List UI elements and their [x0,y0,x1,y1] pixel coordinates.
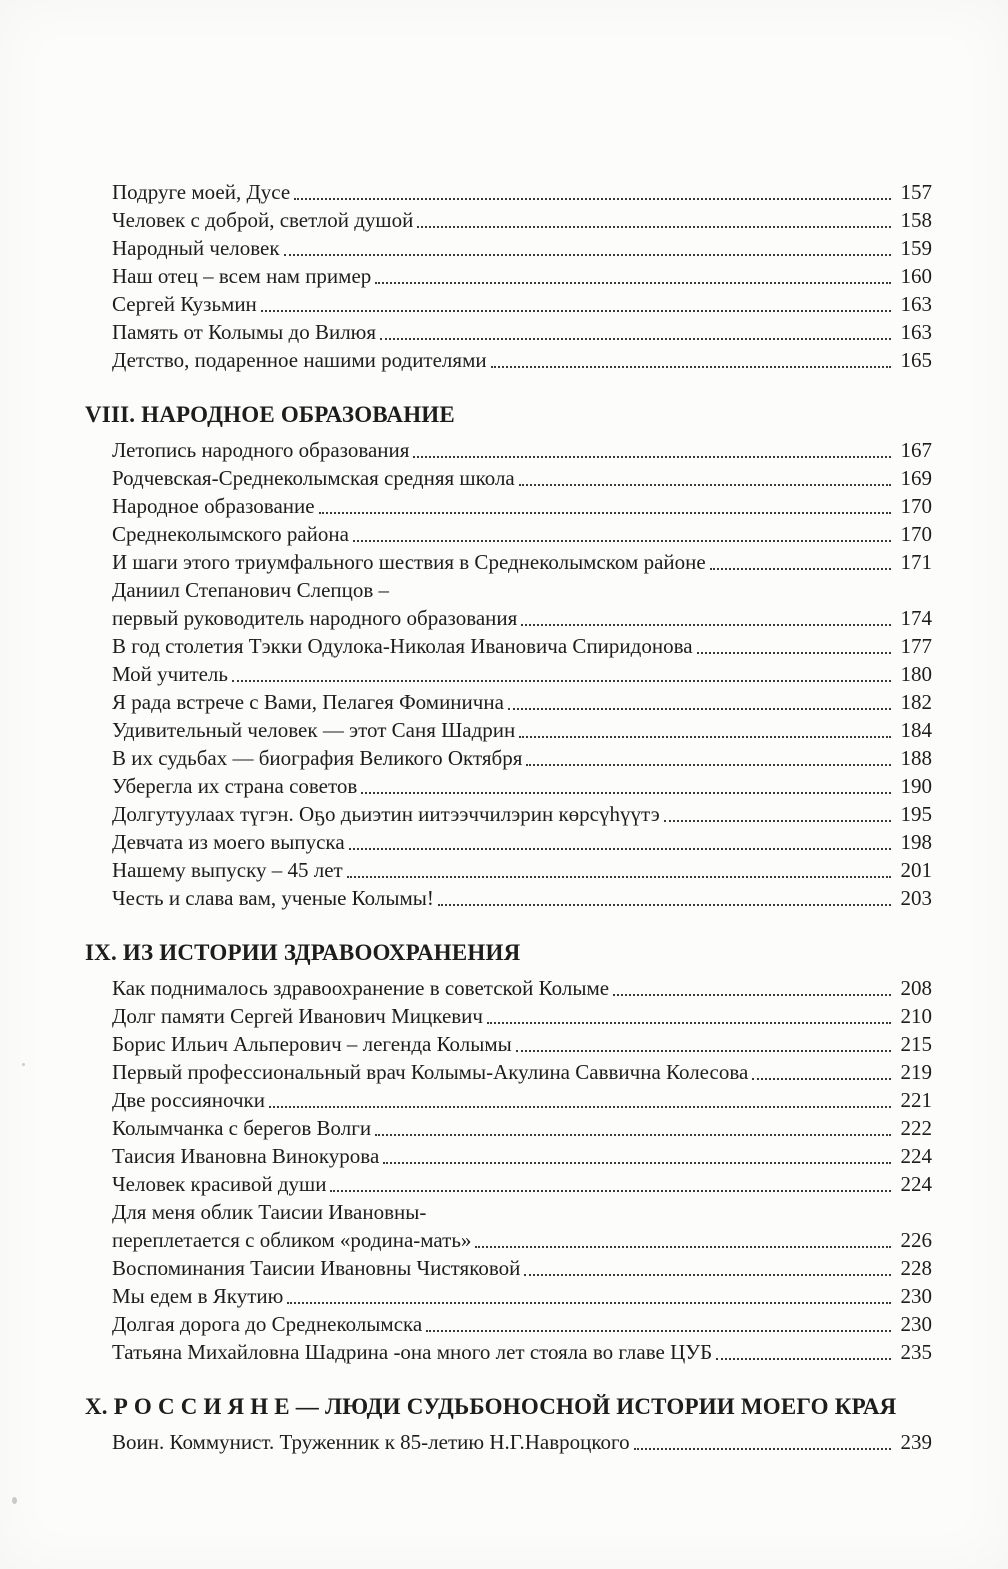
toc-entry-page: 230 [900,1284,932,1308]
dot-leader [524,1274,891,1276]
toc-entry-title: Летопись народного образования [112,438,410,462]
toc-entry [112,206,932,234]
scan-speck [22,1063,25,1066]
toc-entry-title: Нашему выпуску – 45 лет [112,858,343,882]
toc-entry [112,1086,932,1114]
toc-entry-title: Подруге моей, Дусе [112,180,291,204]
dot-leader [752,1078,891,1080]
toc-entry-title: Мы едем в Якутию [112,1284,284,1308]
dot-leader [287,1302,891,1304]
toc-entry-page: 226 [900,1228,932,1252]
toc-entry-title: Народный человек [112,236,280,260]
toc-entry-page: 224 [900,1144,932,1168]
toc-entry [112,520,932,548]
dot-leader [347,876,891,878]
toc-entry [112,1226,932,1254]
toc-entry [112,744,932,772]
toc-entry [112,856,932,884]
toc-entry [112,1030,932,1058]
toc-entry-page: 201 [900,858,932,882]
toc-entry-title: Я рада встрече с Вами, Пелагея Фоминична [112,690,504,714]
toc-entry-page: 219 [900,1060,932,1084]
dot-leader [319,512,891,514]
toc-entry [112,178,932,206]
toc-entry [112,346,932,374]
toc-entry-page: 215 [900,1032,932,1056]
dot-leader [516,1050,891,1052]
toc-section [112,178,932,374]
section-heading: IX. ИЗ ИСТОРИИ ЗДРАВООХРАНЕНИЯ [85,940,521,965]
toc-entry-page: 158 [900,208,932,232]
dot-leader [508,708,891,710]
toc-entry-title: Татьяна Михайловна Шадрина -она много лет стояла во главе ЦУБ [112,1340,713,1364]
section-entries [112,1428,932,1456]
dot-leader [294,198,891,200]
toc-entry-page: 184 [900,718,932,742]
dot-leader [361,792,891,794]
toc-entry-page: 170 [900,494,932,518]
toc-entry-page: 222 [900,1116,932,1140]
toc-entry [112,1002,932,1030]
dot-leader [383,1162,891,1164]
toc-entry-title: Воин. Коммунист. Труженник к 85-летию Н.Г.Навроцкого [112,1430,630,1454]
toc-entry [112,660,932,688]
dot-leader [375,282,891,284]
toc-entry [112,1114,932,1142]
toc-entry-page: 198 [900,830,932,854]
toc-entry-page: 230 [900,1312,932,1336]
toc-entry-title: Долг памяти Сергей Иванович Мицкевич [112,1004,483,1028]
toc-section [85,1392,932,1456]
toc-entry-title: Две россияночки [112,1088,265,1112]
toc-entry-title: Наш отец – всем нам пример [112,264,372,288]
toc-entry-page: 165 [900,348,932,372]
toc-entry-title: Как поднималось здравоохранение в советской Колыме [112,976,610,1000]
toc-entry-title: Детство, подаренное нашими родителями [112,348,487,372]
toc-entry-page: 160 [900,264,932,288]
toc-entry-page: 182 [900,690,932,714]
dot-leader [349,848,891,850]
toc-entry-page: 171 [900,550,932,574]
toc-entry-page: 221 [900,1088,932,1112]
toc-entry [112,632,932,660]
toc-entry-title: Долгутуулаах түгэн. Оҕо дьиэтин иитээччилэрин көрсүһүүтэ [112,802,660,826]
toc-entry-page: 195 [900,802,932,826]
toc-entry [112,1198,932,1226]
toc-entry [112,1338,932,1366]
dot-leader [261,310,891,312]
dot-leader [697,652,891,654]
toc-entry-title: Честь и слава вам, ученые Колымы! [112,886,434,910]
toc-entry [112,234,932,262]
toc-entry-title: переплетается с обликом «родина-мать» [112,1228,472,1252]
toc-entry [112,688,932,716]
toc-entry-page: 170 [900,522,932,546]
dot-leader [438,904,891,906]
dot-leader [716,1358,891,1360]
toc-entry-title: Уберегла их страна советов [112,774,358,798]
toc-entry [112,828,932,856]
dot-leader [330,1190,891,1192]
toc-entry-title: Удивительный человек — этот Саня Шадрин [112,718,516,742]
toc-entry [112,464,932,492]
toc-entry-page: 174 [900,606,932,630]
toc-entry-page: 208 [900,976,932,1000]
dot-leader [269,1106,891,1108]
section-heading: X. Р О С С И Я Н Е — ЛЮДИ СУДЬБОНОСНОЙ ИСТОРИИ МОЕГО КРАЯ [85,1394,897,1419]
dot-leader [375,1134,891,1136]
scan-speck [12,1497,17,1504]
toc-entry-title: Человек с доброй, светлой душой [112,208,414,232]
toc-entry-page: 224 [900,1172,932,1196]
toc-entry-title: Память от Колымы до Вилюя [112,320,377,344]
toc-entry-title: Таисия Ивановна Винокурова [112,1144,380,1168]
toc-entry [112,318,932,346]
toc-entry [112,576,932,604]
toc-entry-page: 190 [900,774,932,798]
toc-entry [112,1142,932,1170]
toc-section [85,938,932,1366]
dot-leader [232,680,891,682]
toc-entry [112,1282,932,1310]
toc-entry-page: 203 [900,886,932,910]
dot-leader [417,226,891,228]
toc [85,178,932,1456]
dot-leader [613,994,891,996]
toc-entry-title: Народное образование [112,494,315,518]
toc-entry-page: 210 [900,1004,932,1028]
toc-entry [112,800,932,828]
toc-entry [112,772,932,800]
toc-entry-page: 157 [900,180,932,204]
toc-entry [112,1310,932,1338]
dot-leader [634,1448,891,1450]
toc-entry [112,974,932,1002]
dot-leader [521,624,891,626]
toc-entry-page: 167 [900,438,932,462]
dot-leader [426,1330,891,1332]
dot-leader [519,736,891,738]
dot-leader [526,764,891,766]
toc-entry-page: 228 [900,1256,932,1280]
toc-entry [112,604,932,632]
dot-leader [664,820,891,822]
dot-leader [413,456,891,458]
dot-leader [475,1246,891,1248]
toc-entry [112,1428,932,1456]
toc-entry [112,492,932,520]
toc-entry-title: Сергей Кузьмин [112,292,257,316]
toc-entry-page: 177 [900,634,932,658]
toc-entry-page: 163 [900,292,932,316]
toc-entry-title: Среднеколымского района [112,522,349,546]
toc-entry-title: Первый профессиональный врач Колымы-Акулина Саввична Колесова [112,1060,749,1084]
toc-entry [112,1058,932,1086]
toc-entry-title: Долгая дорога до Среднеколымска [112,1312,423,1336]
toc-entry [112,262,932,290]
toc-entry [112,548,932,576]
toc-entry-page: 188 [900,746,932,770]
toc-entry-title: Человек красивой души [112,1172,327,1196]
toc-entry [112,436,932,464]
dot-leader [284,254,891,256]
toc-entry-page: 163 [900,320,932,344]
toc-entry-title: И шаги этого триумфального шествия в Среднеколымском районе [112,550,706,574]
toc-entry-page: 235 [900,1340,932,1364]
toc-entry-title: Девчата из моего выпуска [112,830,345,854]
toc-entry-page: 159 [900,236,932,260]
toc-section [85,400,932,912]
section-entries [112,974,932,1366]
dot-leader [491,366,891,368]
toc-entry-title: В год столетия Тэкки Одулока-Николая Ивановича Спиридонова [112,634,693,658]
dot-leader [380,338,891,340]
dot-leader [487,1022,891,1024]
toc-entry-title: Для меня облик Таисии Ивановны- [112,1200,427,1224]
dot-leader [519,484,891,486]
dot-leader [710,568,891,570]
toc-entry [112,884,932,912]
toc-entry-title: Воспоминания Таисии Ивановны Чистяковой [112,1256,521,1280]
toc-entry [112,1254,932,1282]
section-entries [112,436,932,912]
toc-entry-title: Мой учитель [112,662,228,686]
toc-entry-title: Колымчанка с берегов Волги [112,1116,372,1140]
toc-entry [112,716,932,744]
section-entries [112,178,932,374]
dot-leader [353,540,891,542]
toc-entry [112,290,932,318]
toc-entry-title: Борис Ильич Альперович – легенда Колымы [112,1032,512,1056]
toc-entry-page: 169 [900,466,932,490]
toc-entry-title: первый руководитель народного образования [112,606,518,630]
toc-entry-title: Родчевская-Среднеколымская средняя школа [112,466,515,490]
toc-entry-title: В их судьбах — биография Великого Октября [112,746,523,770]
toc-entry-page: 239 [900,1430,932,1454]
toc-entry-page: 180 [900,662,932,686]
toc-entry-title: Даниил Степанович Слепцов – [112,578,390,602]
section-heading: VIII. НАРОДНОЕ ОБРАЗОВАНИЕ [85,402,455,427]
toc-entry [112,1170,932,1198]
